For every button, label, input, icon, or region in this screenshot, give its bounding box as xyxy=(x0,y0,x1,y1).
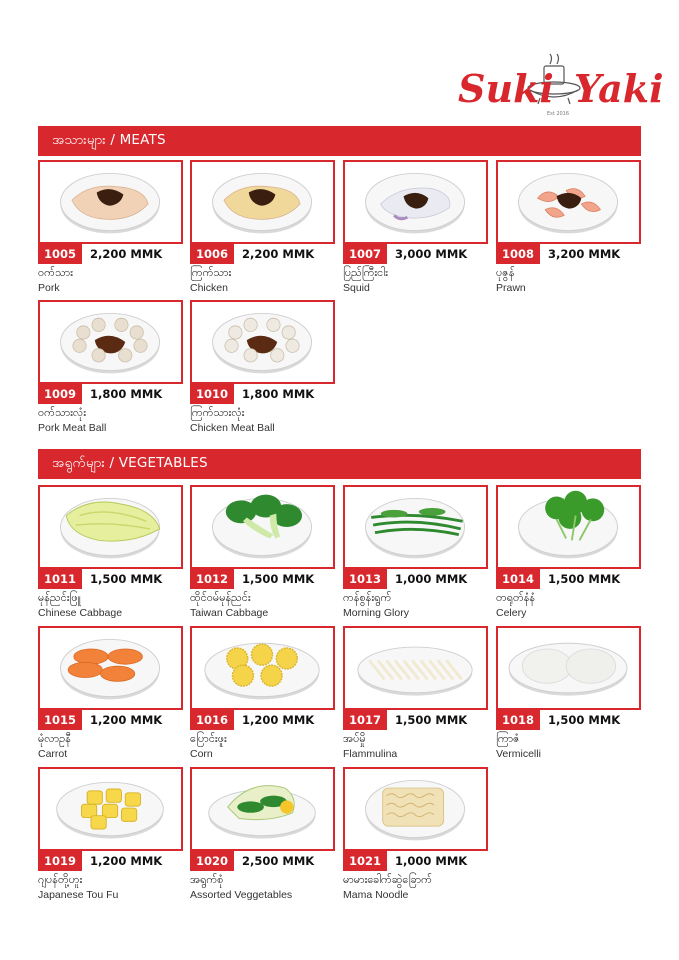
food-image xyxy=(498,162,639,242)
item-name-myanmar: ဝက်သား xyxy=(38,266,73,279)
item-code: 1019 xyxy=(38,851,82,871)
item-code: 1007 xyxy=(343,244,387,264)
logo-established: Est 2016 xyxy=(547,111,570,117)
item-name-myanmar: ပြောင်းဖူး xyxy=(190,732,227,745)
item-code: 1005 xyxy=(38,244,82,264)
item-code: 1018 xyxy=(496,710,540,730)
menu-item-photo xyxy=(38,485,183,569)
item-name-myanmar: ကြက်သားလုံး xyxy=(190,406,245,419)
menu-item-photo xyxy=(38,160,183,244)
menu-item-photo xyxy=(190,767,335,851)
menu-item-photo xyxy=(343,160,488,244)
item-code: 1017 xyxy=(343,710,387,730)
item-code: 1009 xyxy=(38,384,82,404)
food-image xyxy=(345,162,486,242)
item-price: 1,500 MMK xyxy=(242,572,315,586)
item-name-english: Flammulina xyxy=(343,748,398,760)
menu-item-1016 xyxy=(190,626,335,760)
item-name-english: Mama Noodle xyxy=(343,889,409,901)
suki-yaki-logo xyxy=(458,52,664,118)
item-price: 1,500 MMK xyxy=(395,713,468,727)
menu-item-1014 xyxy=(496,485,641,619)
item-price: 1,200 MMK xyxy=(90,713,163,727)
item-name-english: Prawn xyxy=(496,282,526,294)
item-price: 1,800 MMK xyxy=(242,387,315,401)
item-name-english: Vermicelli xyxy=(496,748,541,760)
item-name-myanmar: ဝက်သားလုံး xyxy=(38,406,86,419)
item-name-english: Carrot xyxy=(38,748,68,760)
food-image xyxy=(498,628,639,708)
food-image xyxy=(40,302,181,382)
menu-item-1008 xyxy=(496,160,641,294)
food-image xyxy=(498,487,639,567)
menu-item-photo xyxy=(190,626,335,710)
item-name-myanmar: တရုတ်နံနံ xyxy=(496,591,536,604)
item-code: 1014 xyxy=(496,569,540,589)
logo-text-part2: Yaki xyxy=(574,66,664,111)
section-banner-meats: အသားများ / MEATS xyxy=(38,126,641,156)
food-image xyxy=(40,769,181,849)
menu-item-1007 xyxy=(343,160,488,294)
menu-item-1018 xyxy=(496,626,641,760)
item-code: 1021 xyxy=(343,851,387,871)
item-price: 2,200 MMK xyxy=(242,247,315,261)
item-name-english: Assorted Veggetables xyxy=(190,889,293,901)
item-code: 1012 xyxy=(190,569,234,589)
item-name-english: Chicken xyxy=(190,282,228,294)
menu-item-photo xyxy=(38,626,183,710)
item-name-myanmar: မုန်ညင်းဖြူ xyxy=(38,591,81,604)
menu-item-1017 xyxy=(343,626,488,760)
item-code: 1015 xyxy=(38,710,82,730)
menu-item-photo xyxy=(190,300,335,384)
item-name-english: Corn xyxy=(190,748,213,760)
menu-item-photo xyxy=(496,485,641,569)
menu-item-photo xyxy=(496,160,641,244)
menu-item-photo xyxy=(496,626,641,710)
food-image xyxy=(192,769,333,849)
menu-item-1010 xyxy=(190,300,335,434)
item-code: 1016 xyxy=(190,710,234,730)
item-name-myanmar: အရွက်စုံ xyxy=(190,873,224,886)
menu-item-1021 xyxy=(343,767,488,901)
menu-item-1012 xyxy=(190,485,335,619)
menu-item-photo xyxy=(38,767,183,851)
food-image xyxy=(192,487,333,567)
food-image xyxy=(345,769,486,849)
item-price: 1,500 MMK xyxy=(90,572,163,586)
item-name-english: Chinese Cabbage xyxy=(38,607,123,619)
item-name-myanmar: ကြာဇံ xyxy=(496,732,520,745)
menu-item-1015 xyxy=(38,626,183,760)
item-code: 1008 xyxy=(496,244,540,264)
item-code: 1006 xyxy=(190,244,234,264)
menu-item-photo xyxy=(190,160,335,244)
item-price: 1,000 MMK xyxy=(395,572,468,586)
food-image xyxy=(192,302,333,382)
menu-item-photo xyxy=(38,300,183,384)
food-image xyxy=(40,487,181,567)
item-name-english: Celery xyxy=(496,607,527,619)
menu-item-1005 xyxy=(38,160,183,294)
item-code: 1011 xyxy=(38,569,82,589)
menu-item-photo xyxy=(343,485,488,569)
item-name-myanmar: မာမားခေါက်ဆွဲခြောက် xyxy=(343,873,432,886)
item-name-english: Pork xyxy=(38,282,60,294)
menu-item-photo xyxy=(343,626,488,710)
item-name-myanmar: မုံလာဥနီ xyxy=(38,732,71,745)
item-name-english: Japanese Tou Fu xyxy=(38,889,119,901)
item-price: 1,200 MMK xyxy=(242,713,315,727)
item-price: 1,500 MMK xyxy=(548,572,621,586)
item-name-myanmar: ဂျပန်တို့ဟူး xyxy=(38,873,83,886)
item-name-english: Squid xyxy=(343,282,370,294)
menu-item-1020 xyxy=(190,767,335,901)
item-price: 2,500 MMK xyxy=(242,854,315,868)
item-price: 1,000 MMK xyxy=(395,854,468,868)
item-code: 1010 xyxy=(190,384,234,404)
menu-item-photo xyxy=(343,767,488,851)
item-price: 1,500 MMK xyxy=(548,713,621,727)
food-image xyxy=(345,628,486,708)
item-code: 1013 xyxy=(343,569,387,589)
item-name-english: Pork Meat Ball xyxy=(38,422,107,434)
menu-item-1019 xyxy=(38,767,183,901)
item-name-myanmar: ကန်စွန်းရွက် xyxy=(343,591,392,604)
menu-item-1009 xyxy=(38,300,183,434)
food-image xyxy=(40,628,181,708)
menu-item-1011 xyxy=(38,485,183,619)
food-image xyxy=(40,162,181,242)
item-price: 1,200 MMK xyxy=(90,854,163,868)
item-name-english: Morning Glory xyxy=(343,607,409,619)
item-name-myanmar: ပုဇွန် xyxy=(496,266,515,279)
item-name-myanmar: ကြက်သား xyxy=(190,266,232,279)
item-price: 3,200 MMK xyxy=(548,247,621,261)
item-name-myanmar: ထိုင်ဝမ်မုန်ညင်း xyxy=(190,591,251,604)
item-price: 3,000 MMK xyxy=(395,247,468,261)
item-name-english: Taiwan Cabbage xyxy=(190,607,269,619)
menu-item-1013 xyxy=(343,485,488,619)
food-image xyxy=(192,628,333,708)
logo-text-part1: Suki xyxy=(458,66,554,111)
menu-item-1006 xyxy=(190,160,335,294)
item-name-myanmar: အပ်မှို xyxy=(343,732,366,745)
item-price: 1,800 MMK xyxy=(90,387,163,401)
food-image xyxy=(345,487,486,567)
item-price: 2,200 MMK xyxy=(90,247,163,261)
menu-item-photo xyxy=(190,485,335,569)
item-name-english: Chicken Meat Ball xyxy=(190,422,275,434)
food-image xyxy=(192,162,333,242)
section-banner-vegetables: အရွက်များ / VEGETABLES xyxy=(38,449,641,479)
item-name-myanmar: ပြည်ကြီးငါး xyxy=(343,266,388,279)
item-code: 1020 xyxy=(190,851,234,871)
